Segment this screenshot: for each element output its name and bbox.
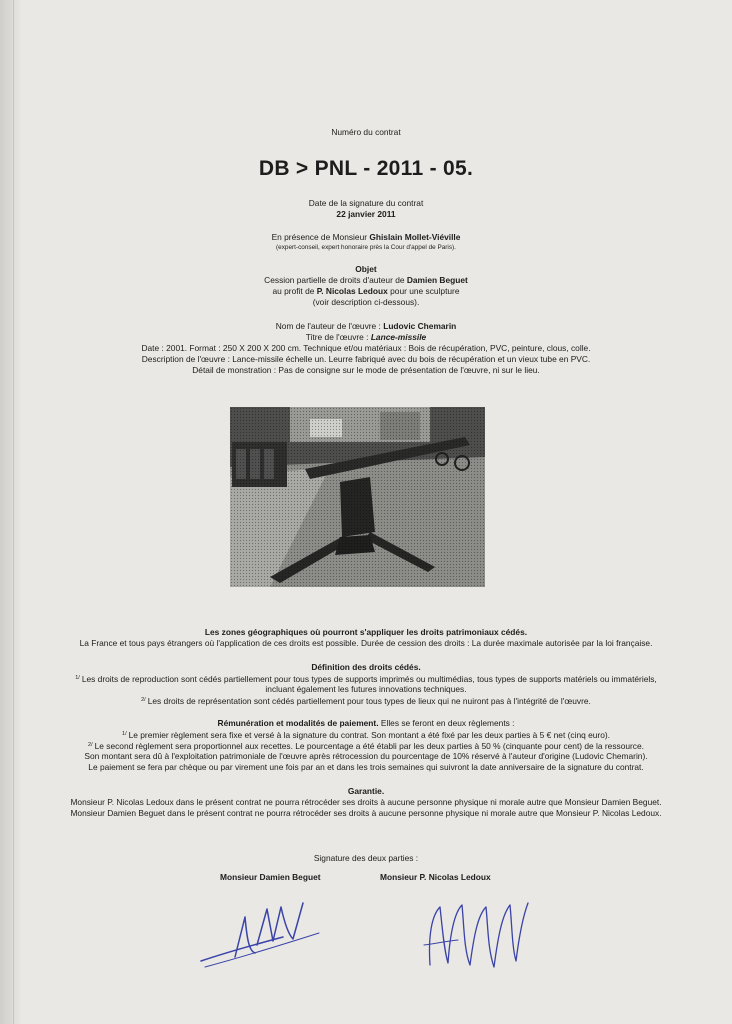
definition-item-2-text: Les droits de représentation sont cédés partiellement pour tous types de lieux qui ne nuiront pas à l'intégrité de l'œuvre. [147,696,591,706]
signature-date-label: Date de la signature du contrat [308,198,424,208]
remuneration-item-2-text: Le second règlement sera proportionnel aux recettes. Le pourcentage a été établi par les deux parties à 50 % (cinquante pour cent) de la ressource. [94,741,644,751]
artwork-title-label: Titre de l'œuvre : [305,332,371,342]
definition-item-2-num: 2/ [141,697,146,703]
expert-name: Ghislain Mollet-Viéville [369,232,461,242]
definition-item-2 [0,695,732,707]
signature-nicolas-ledoux [418,895,538,980]
objet-line-1 [0,275,732,286]
remuneration-heading-line [0,718,732,729]
signature-party-2-name: Monsieur P. Nicolas Ledoux [380,872,491,882]
remuneration-heading: Rémunération et modalités de paiement. [217,718,379,728]
remuneration-line-3: Son montant sera dû à l'exploitation patrimoniale de l'œuvre après rétrocession du pourcentage de 10% réservé à l'auteur d'origine (Ludovic Chemarin). [84,751,648,761]
contract-number: DB > PNL - 2011 - 05. [258,157,474,180]
signature-damien-beguet [195,895,325,975]
remuneration-item-2-num: 2/ [88,742,93,748]
artwork-author: Ludovic Chemarin [383,321,457,331]
signatures-label: Signature des deux parties : [313,853,419,863]
artwork-author-label: Nom de l'auteur de l'œuvre : [275,321,384,331]
objet-line-2-prefix: au profit de [272,286,317,296]
artwork-title: Lance-missile [370,332,427,342]
objet-line-2-suffix: pour une sculpture [387,286,460,296]
artwork-specs: Date : 2001. Format : 250 X 200 X 200 cm. Technique et/ou matériaux : Bois de récupération, PVC, peinture, clous, colle. [141,343,591,353]
author-cedant-name: Damien Beguet [406,275,468,285]
remuneration-heading-suffix: Elles se feront en deux règlements : [378,718,515,728]
presence-line [0,232,732,243]
expert-detail: (expert-conseil, expert honoraire près la Cour d'appel de Paris). [276,244,456,251]
contract-number-label: Numéro du contrat [331,127,401,137]
objet-line-1-prefix: Cession partielle de droits d'auteur de [264,275,407,285]
zones-text: La France et tous pays étrangers où l'application de ces droits est possible. Durée de cession des droits : La durée maximale autorisée par la loi française. [79,638,653,648]
artwork-photo [230,407,485,587]
garantie-heading: Garantie. [347,786,385,796]
definition-item-1-line-2: incluant également les futures innovations techniques. [265,684,467,694]
artwork-title-line [0,332,732,343]
objet-heading: Objet [355,264,377,274]
artwork-author-line [0,321,732,332]
remuneration-item-1-text: Le premier règlement sera fixe et versé à la signature du contrat. Son montant a été fixé par les deux parties à 5 € net (cinq euro). [128,730,610,740]
artwork-monstration: Détail de monstration : Pas de consigne sur le mode de présentation de l'œuvre, ni sur le lieu. [192,365,540,375]
definition-item-1-num: 1/ [75,675,80,681]
garantie-line-1: Monsieur P. Nicolas Ledoux dans le présent contrat ne pourra rétrocéder ses droits à aucune personne physique ni morale autre que Monsieur Damien Beguet. [70,797,662,807]
remuneration-line-4: Le paiement se fera par chèque ou par virement une fois par an et dans les trois semaines qui suivront la date anniversaire de la signature du contrat. [88,762,644,772]
objet-line-2 [0,286,732,297]
presence-prefix: En présence de Monsieur [271,232,370,242]
signature-party-1-name: Monsieur Damien Beguet [220,872,321,882]
garantie-line-2: Monsieur Damien Beguet dans le présent contrat ne pourra rétrocéder ses droits à aucune personne physique ni morale autre que Monsieur P. Nicolas Ledoux. [70,808,662,818]
artwork-photo-illustration [230,407,485,587]
definition-item-1-line-1: Les droits de reproduction sont cédés partiellement pour tous types de supports imprimés ou multimédias, tous types de supports matériels ou immatériels, [81,674,657,684]
page-binding-edge [0,0,22,1024]
signature-date: 22 janvier 2011 [336,209,396,219]
definition-heading: Définition des droits cédés. [311,662,421,672]
objet-line-3: (voir description ci-dessous). [312,297,420,307]
beneficiary-name: P. Nicolas Ledoux [316,286,388,296]
artwork-description: Description de l'œuvre : Lance-missile échelle un. Leurre fabriqué avec du bois de récupération et un vieux tube en PVC. [141,354,591,364]
remuneration-item-1-num: 1/ [122,731,127,737]
zones-heading: Les zones géographiques où pourront s'appliquer les droits patrimoniaux cédés. [204,627,528,637]
